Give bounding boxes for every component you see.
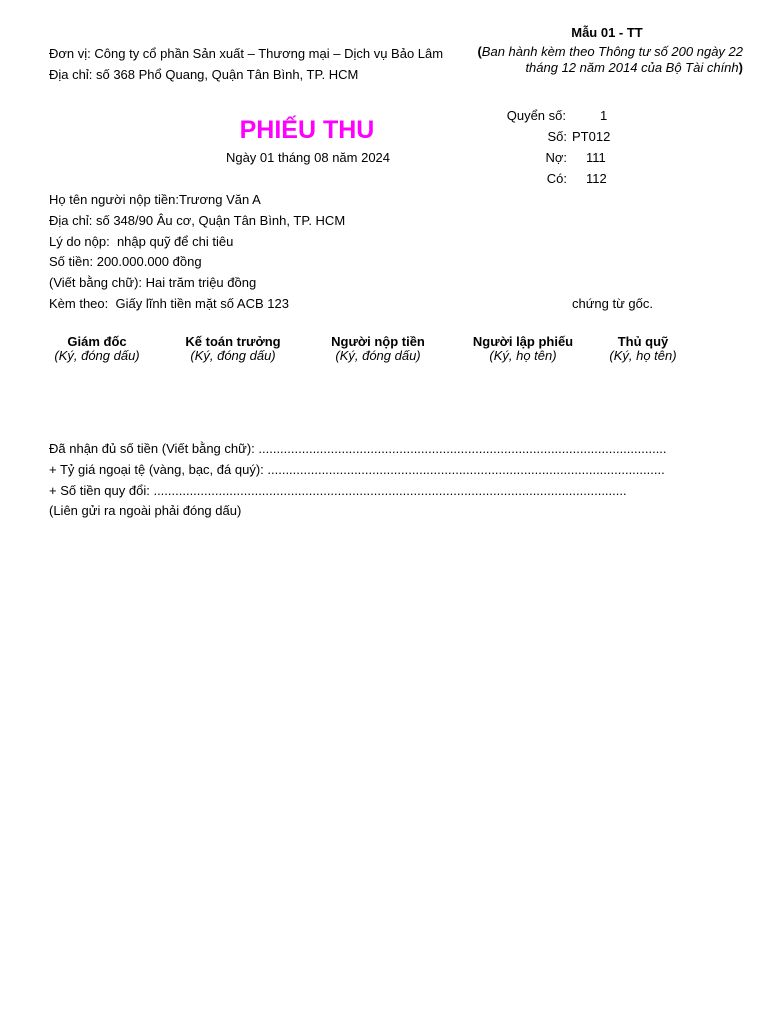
original-docs-text: chứng từ gốc. [572, 296, 654, 311]
unit-value: Công ty cổ phần Sản xuất – Thương mại – Dịch vụ Bảo Lâm [94, 46, 444, 61]
form-code: Mẫu 01 - TT [571, 25, 643, 40]
unit-label: Đơn vị: [49, 46, 91, 61]
unit-address-line [49, 67, 358, 83]
signature-role: Người nộp tiền [331, 334, 425, 349]
amount-words-label: (Viết bằng chữ): [49, 275, 143, 290]
converted-label: + Số tiền quy đổi: [49, 483, 150, 498]
signature-cashier [598, 335, 688, 363]
amount-words-value: Hai trăm triệu đồng [145, 275, 257, 290]
unit-address-value: số 368 Phổ Quang, Quận Tân Bình, TP. HCM [95, 67, 359, 82]
signature-hint: (Ký, đóng dấu) [335, 348, 421, 363]
received-line [49, 441, 675, 457]
attached-value: Giấy lĩnh tiền mặt số ACB 123 [115, 296, 289, 311]
signature-preparer [462, 335, 584, 363]
received-dots: ................................................................................................................. [258, 441, 667, 456]
payer-address-value: số 348/90 Âu cơ, Quận Tân Bình, TP. HCM [95, 213, 346, 228]
exchange-line [49, 462, 675, 478]
amount-line [49, 254, 202, 270]
reason-value: nhập quỹ để chi tiêu [116, 234, 234, 249]
payer-value: Trương Văn A [178, 192, 261, 207]
exchange-dots: .............................................................................................................. [267, 462, 665, 477]
signature-hint: (Ký, họ tên) [489, 348, 557, 363]
payer-label: Họ tên người nộp tiền: [49, 192, 179, 207]
document-title: PHIẾU THU [239, 116, 375, 144]
reason-label: Lý do nộp: [49, 234, 110, 249]
exchange-label: + Tỷ giá ngoại tệ (vàng, bạc, đá quý): [49, 462, 264, 477]
signature-role: Thủ quỹ [617, 334, 669, 349]
credit-value: 112 [586, 171, 607, 186]
attached-line [49, 296, 289, 312]
amount-label: Số tiền: [49, 254, 94, 269]
unit-line [49, 46, 443, 62]
attached-label: Kèm theo: [49, 296, 109, 311]
signature-role: Kế toán trưởng [185, 334, 281, 349]
stamp-note: (Liên gửi ra ngoài phải đóng dấu) [49, 503, 242, 518]
signature-hint: (Ký, đóng dấu) [190, 348, 276, 363]
book-label: Quyển số: [506, 108, 566, 123]
signature-director [42, 335, 152, 363]
converted-line [49, 483, 677, 499]
signature-chief-accountant [173, 335, 293, 363]
debit-value: 111 [586, 150, 606, 165]
reason-line [49, 234, 233, 250]
number-label: Số: [547, 129, 567, 144]
document-date: Ngày 01 tháng 08 năm 2024 [225, 150, 391, 165]
signature-hint: (Ký, đóng dấu) [54, 348, 140, 363]
received-label: Đã nhận đủ số tiền (Viết bằng chữ): [49, 441, 255, 456]
debit-label: Nợ: [545, 150, 567, 165]
credit-label: Có: [546, 171, 567, 186]
regulation-open-paren: ( [477, 44, 482, 59]
signature-hint: (Ký, họ tên) [609, 348, 677, 363]
regulation-note [463, 44, 743, 76]
signature-payer [318, 335, 438, 363]
payer-address-line [49, 213, 345, 229]
signature-role: Giám đốc [67, 334, 127, 349]
regulation-close-paren: ) [738, 60, 743, 75]
amount-words-line [49, 275, 256, 291]
payer-address-label: Địa chỉ: [49, 213, 93, 228]
amount-value: 200.000.000 đồng [96, 254, 202, 269]
payer-line [49, 192, 261, 208]
converted-dots: ................................................................................................................................... [153, 483, 627, 498]
regulation-text: Ban hành kèm theo Thông tư số 200 ngày 22 tháng 12 năm 2014 của Bộ Tài chính [481, 44, 743, 75]
number-value: PT012 [572, 129, 611, 144]
book-value: 1 [600, 108, 608, 123]
signature-role: Người lập phiếu [472, 334, 574, 349]
unit-address-label: Địa chỉ: [49, 67, 93, 82]
